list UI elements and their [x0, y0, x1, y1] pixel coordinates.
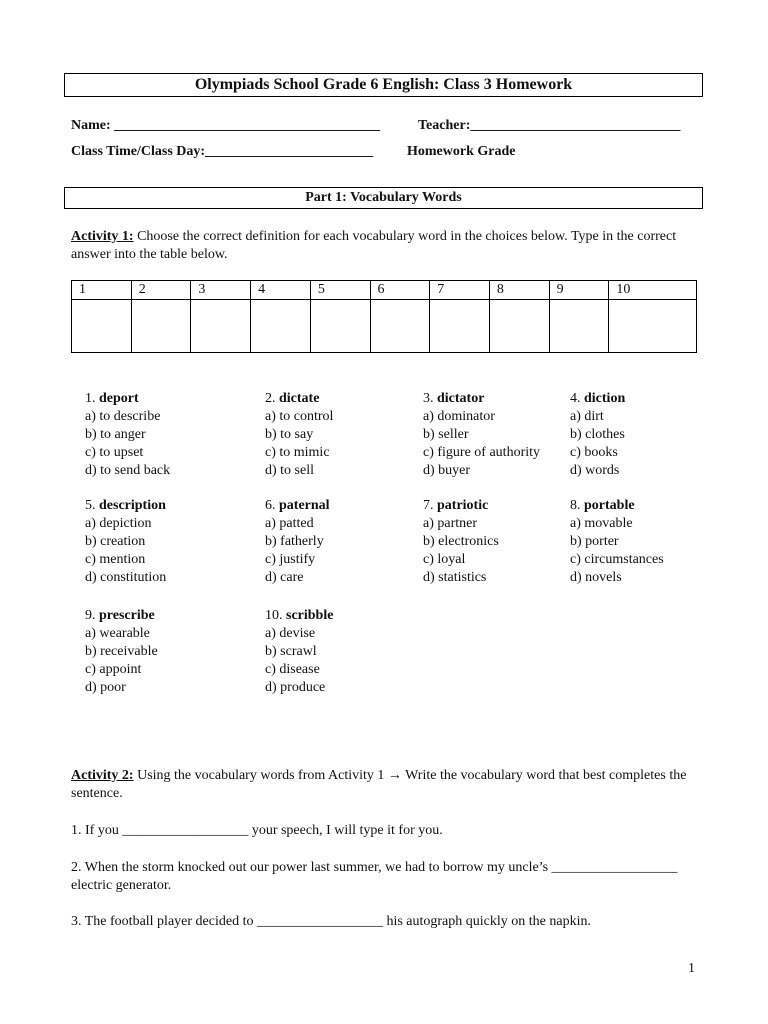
vocab-choice: b) electronics: [423, 534, 499, 549]
vocab-choice: c) appoint: [85, 662, 142, 677]
vocab-number: 9.: [85, 608, 96, 623]
teacher-blank: ______________________________: [470, 118, 681, 133]
answer-table-header-row: [72, 281, 697, 300]
vocab-choice: c) loyal: [423, 552, 466, 567]
teacher-label: Teacher:: [418, 118, 471, 133]
vocab-choice: a) movable: [570, 516, 633, 531]
vocab-choice: c) figure of authority: [423, 445, 541, 460]
answer-cell[interactable]: [191, 300, 251, 353]
vocab-number: 7.: [423, 498, 434, 513]
answer-header-cell: 6: [370, 281, 430, 300]
vocab-word: portable: [584, 498, 635, 513]
vocab-choice: d) buyer: [423, 463, 471, 478]
vocab-choice: a) devise: [265, 626, 316, 641]
vocab-item-2: [265, 390, 333, 480]
fill-in-sentence-3: 3. The football player decided to __________________ his autograph quickly on the napkin.: [71, 914, 591, 929]
answer-header-cell: 9: [549, 281, 609, 300]
vocab-number: 4.: [570, 391, 581, 406]
vocab-number: 8.: [570, 498, 581, 513]
vocab-choice: a) partner: [423, 516, 478, 531]
activity1-label: Activity 1:: [71, 229, 134, 244]
vocab-choice: d) to sell: [265, 463, 314, 478]
vocab-choice: b) to anger: [85, 427, 146, 442]
vocab-choice: a) to control: [265, 409, 334, 424]
fill-in-sentence-2: 2. When the storm knocked out our power last summer, we had to borrow my uncle’s __________________ electric generator.: [71, 860, 678, 893]
vocab-choice: d) statistics: [423, 570, 487, 585]
vocab-choice: a) wearable: [85, 626, 150, 641]
answer-header-cell: 8: [489, 281, 549, 300]
vocab-word: deport: [99, 391, 139, 406]
vocab-choice: d) care: [265, 570, 304, 585]
vocab-number: 2.: [265, 391, 276, 406]
vocab-choice: d) to send back: [85, 463, 171, 478]
answer-cell[interactable]: [251, 300, 311, 353]
vocab-choice: b) porter: [570, 534, 619, 549]
answer-header-cell: 4: [251, 281, 311, 300]
page-title: Olympiads School Grade 6 English: Class 3 Homework: [64, 73, 703, 97]
vocab-item-10: [265, 607, 333, 697]
vocab-choice: c) books: [570, 445, 618, 460]
vocab-choice: a) dominator: [423, 409, 495, 424]
name-label: Name:: [71, 118, 111, 133]
answer-table-answer-row: [72, 300, 697, 353]
activity1-instructions: [71, 228, 703, 264]
vocab-word: scribble: [286, 608, 334, 623]
vocab-number: 1.: [85, 391, 96, 406]
answer-cell[interactable]: [72, 300, 132, 353]
vocab-word: description: [99, 498, 166, 513]
answer-table: [71, 280, 697, 353]
vocab-choice: d) poor: [85, 680, 126, 695]
answer-header-cell: 10: [609, 281, 697, 300]
vocab-choice: d) novels: [570, 570, 622, 585]
answer-header-cell: 1: [72, 281, 132, 300]
name-blank: ______________________________________: [114, 118, 381, 133]
class-time-blank: ________________________: [205, 144, 374, 159]
teacher-field: [418, 118, 680, 134]
section-title-part1: Part 1: Vocabulary Words: [64, 187, 703, 209]
homework-grade-label: Homework Grade: [407, 144, 516, 159]
activity2-label: Activity 2:: [71, 768, 134, 783]
vocab-choice: a) to describe: [85, 409, 161, 424]
class-time-label: Class Time/Class Day:: [71, 144, 206, 159]
vocab-choice: c) to mimic: [265, 445, 330, 460]
fill-in-sentence-1: 1. If you __________________ your speech, I will type it for you.: [71, 823, 443, 838]
vocab-item-5: [85, 497, 166, 587]
vocab-word: patriotic: [437, 498, 489, 513]
vocab-item-9: [85, 607, 158, 697]
vocab-choice: c) justify: [265, 552, 316, 567]
vocab-item-1: [85, 390, 170, 480]
vocab-choice: b) scrawl: [265, 644, 317, 659]
vocab-choice: c) disease: [265, 662, 320, 677]
vocab-item-6: [265, 497, 330, 587]
name-field: [71, 118, 380, 134]
answer-cell[interactable]: [609, 300, 697, 353]
vocab-number: 10.: [265, 608, 283, 623]
activity2-text: Using the vocabulary words from Activity 1 → Write the vocabulary word that best completes the sentence.: [71, 768, 687, 801]
vocab-word: diction: [584, 391, 626, 406]
answer-cell[interactable]: [310, 300, 370, 353]
vocab-item-7: [423, 497, 499, 587]
vocab-word: dictate: [279, 391, 320, 406]
vocab-number: 6.: [265, 498, 276, 513]
vocab-choice: c) mention: [85, 552, 146, 567]
page-number: 1: [688, 961, 695, 976]
vocab-choice: a) patted: [265, 516, 314, 531]
vocab-choice: b) fatherly: [265, 534, 324, 549]
activity2-instructions: [71, 767, 703, 803]
answer-cell[interactable]: [549, 300, 609, 353]
vocab-choice: b) receivable: [85, 644, 158, 659]
vocab-number: 5.: [85, 498, 96, 513]
vocab-choice: d) words: [570, 463, 620, 478]
vocab-choice: d) produce: [265, 680, 326, 695]
answer-cell[interactable]: [370, 300, 430, 353]
vocab-number: 3.: [423, 391, 434, 406]
vocab-item-4: [570, 390, 625, 480]
answer-cell[interactable]: [131, 300, 191, 353]
answer-header-cell: 2: [131, 281, 191, 300]
answer-header-cell: 3: [191, 281, 251, 300]
activity1-text: Choose the correct definition for each vocabulary word in the choices below. Type in the correct answer into the table below.: [71, 229, 677, 262]
vocab-word: paternal: [279, 498, 330, 513]
answer-header-cell: 7: [430, 281, 490, 300]
answer-cell[interactable]: [430, 300, 490, 353]
answer-cell[interactable]: [489, 300, 549, 353]
vocab-choice: b) to say: [265, 427, 314, 442]
answer-header-cell: 5: [310, 281, 370, 300]
vocab-word: dictator: [437, 391, 485, 406]
vocab-choice: a) depiction: [85, 516, 152, 531]
vocab-choice: c) circumstances: [570, 552, 664, 567]
vocab-choice: b) clothes: [570, 427, 625, 442]
vocab-choice: b) seller: [423, 427, 469, 442]
vocab-item-8: [570, 497, 664, 587]
vocab-item-3: [423, 390, 540, 480]
class-time-field: [71, 144, 373, 160]
vocab-choice: b) creation: [85, 534, 146, 549]
vocab-word: prescribe: [99, 608, 155, 623]
vocab-choice: d) constitution: [85, 570, 167, 585]
vocab-choice: c) to upset: [85, 445, 144, 460]
vocab-choice: a) dirt: [570, 409, 604, 424]
